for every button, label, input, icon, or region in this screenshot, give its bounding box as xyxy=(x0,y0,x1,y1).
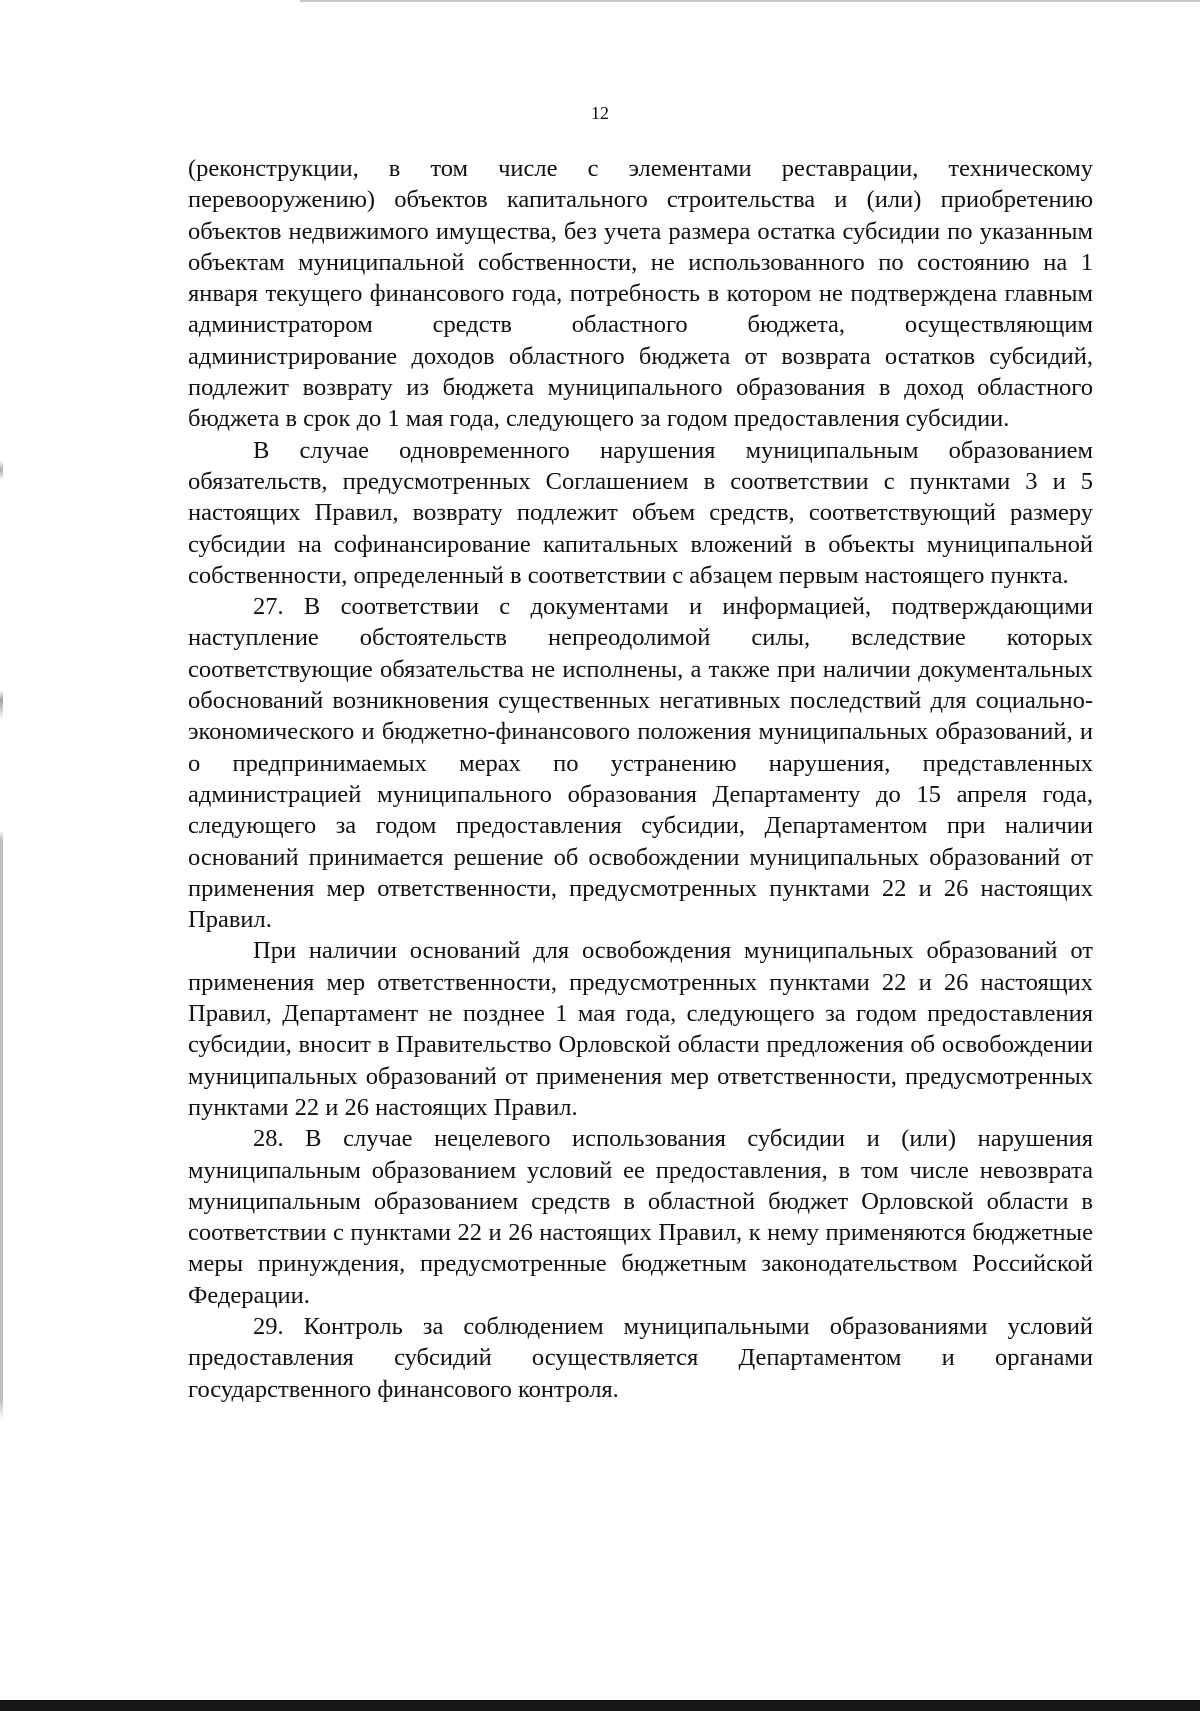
document-body xyxy=(188,153,1093,1405)
paragraph: В случае одновременного нарушения муниципальным образованием обязательств, предусмотренных Соглашением в соответствии с пунктами 3 и 5 настоящих Правил, возврату подлежит объем средств, соответствующий размеру субсидии на софинансирование капитальных вложений в объекты муниципальной собственности, определенный в соответствии с абзацем первым настоящего пункта. xyxy=(188,436,1093,589)
scan-top-edge xyxy=(300,0,1200,2)
paragraph-clause-27: 27. В соответствии с документами и информацией, подтверждающими наступление обстоятельств непреодолимой силы, вследствие которых соответствующие обязательства не исполнены, а также при наличии документальных обоснований возникновения существенных негативных последствий для социально-экономического и бюджетно-финансового положения муниципальных образований, и о предпринимаемых мерах по устранению нарушения, представленных администрацией муниципального образования Департаменту до 15 апреля года, следующего за годом предоставления субсидии, Департаментом при наличии оснований принимается решение об освобождении муниципальных образований от применения мер ответственности, предусмотренных пунктами 22 и 26 настоящих Правил. xyxy=(188,593,1093,934)
paragraph: При наличии оснований для освобождения муниципальных образований от применения мер ответственности, предусмотренных пунктами 22 и 26 настоящих Правил, Департамент не позднее 1 мая года, следующего за годом предоставления субсидии, вносит в Правительство Орловской области предложения об освобождении муниципальных образований от применения мер ответственности, предусмотренных пунктами 22 и 26 настоящих Правил. xyxy=(188,937,1093,1121)
paragraph-continuation: (реконструкции, в том числе с элементами реставрации, техническому перевооружению) объектов капитального строительства и (или) приобретению объектов недвижимого имущества, без учета размера остатка субсидии по указанным объектам муниципальной собственности, не использованного по состоянию на 1 января текущего финансового года, потребность в котором не подтверждена главным администратором средств областного бюджета, осуществляющим администрирование доходов областного бюджета от возврата остатков субсидий, подлежит возврату из бюджета муниципального образования в доход областного бюджета в срок до 1 мая года, следующего за годом предоставления субсидии. xyxy=(188,155,1093,433)
paragraph-clause-29: 29. Контроль за соблюдением муниципальными образованиями условий предоставления субсидий осуществляется Департаментом и органами государственного финансового контроля. xyxy=(188,1312,1093,1403)
paragraph-clause-28: 28. В случае нецелевого использования субсидии и (или) нарушения муниципальным образованием условий ее предоставления, в том числе невозврата муниципальным образованием средств в областной бюджет Орловской области в соответствии с пунктами 22 и 26 настоящих Правил, к нему применяются бюджетные меры принуждения, предусмотренные бюджетным законодательством Российской Федерации. xyxy=(188,1125,1093,1309)
scan-left-edge xyxy=(0,0,3,1711)
page-number: 12 xyxy=(591,103,609,123)
scan-bottom-edge xyxy=(0,1700,1200,1711)
